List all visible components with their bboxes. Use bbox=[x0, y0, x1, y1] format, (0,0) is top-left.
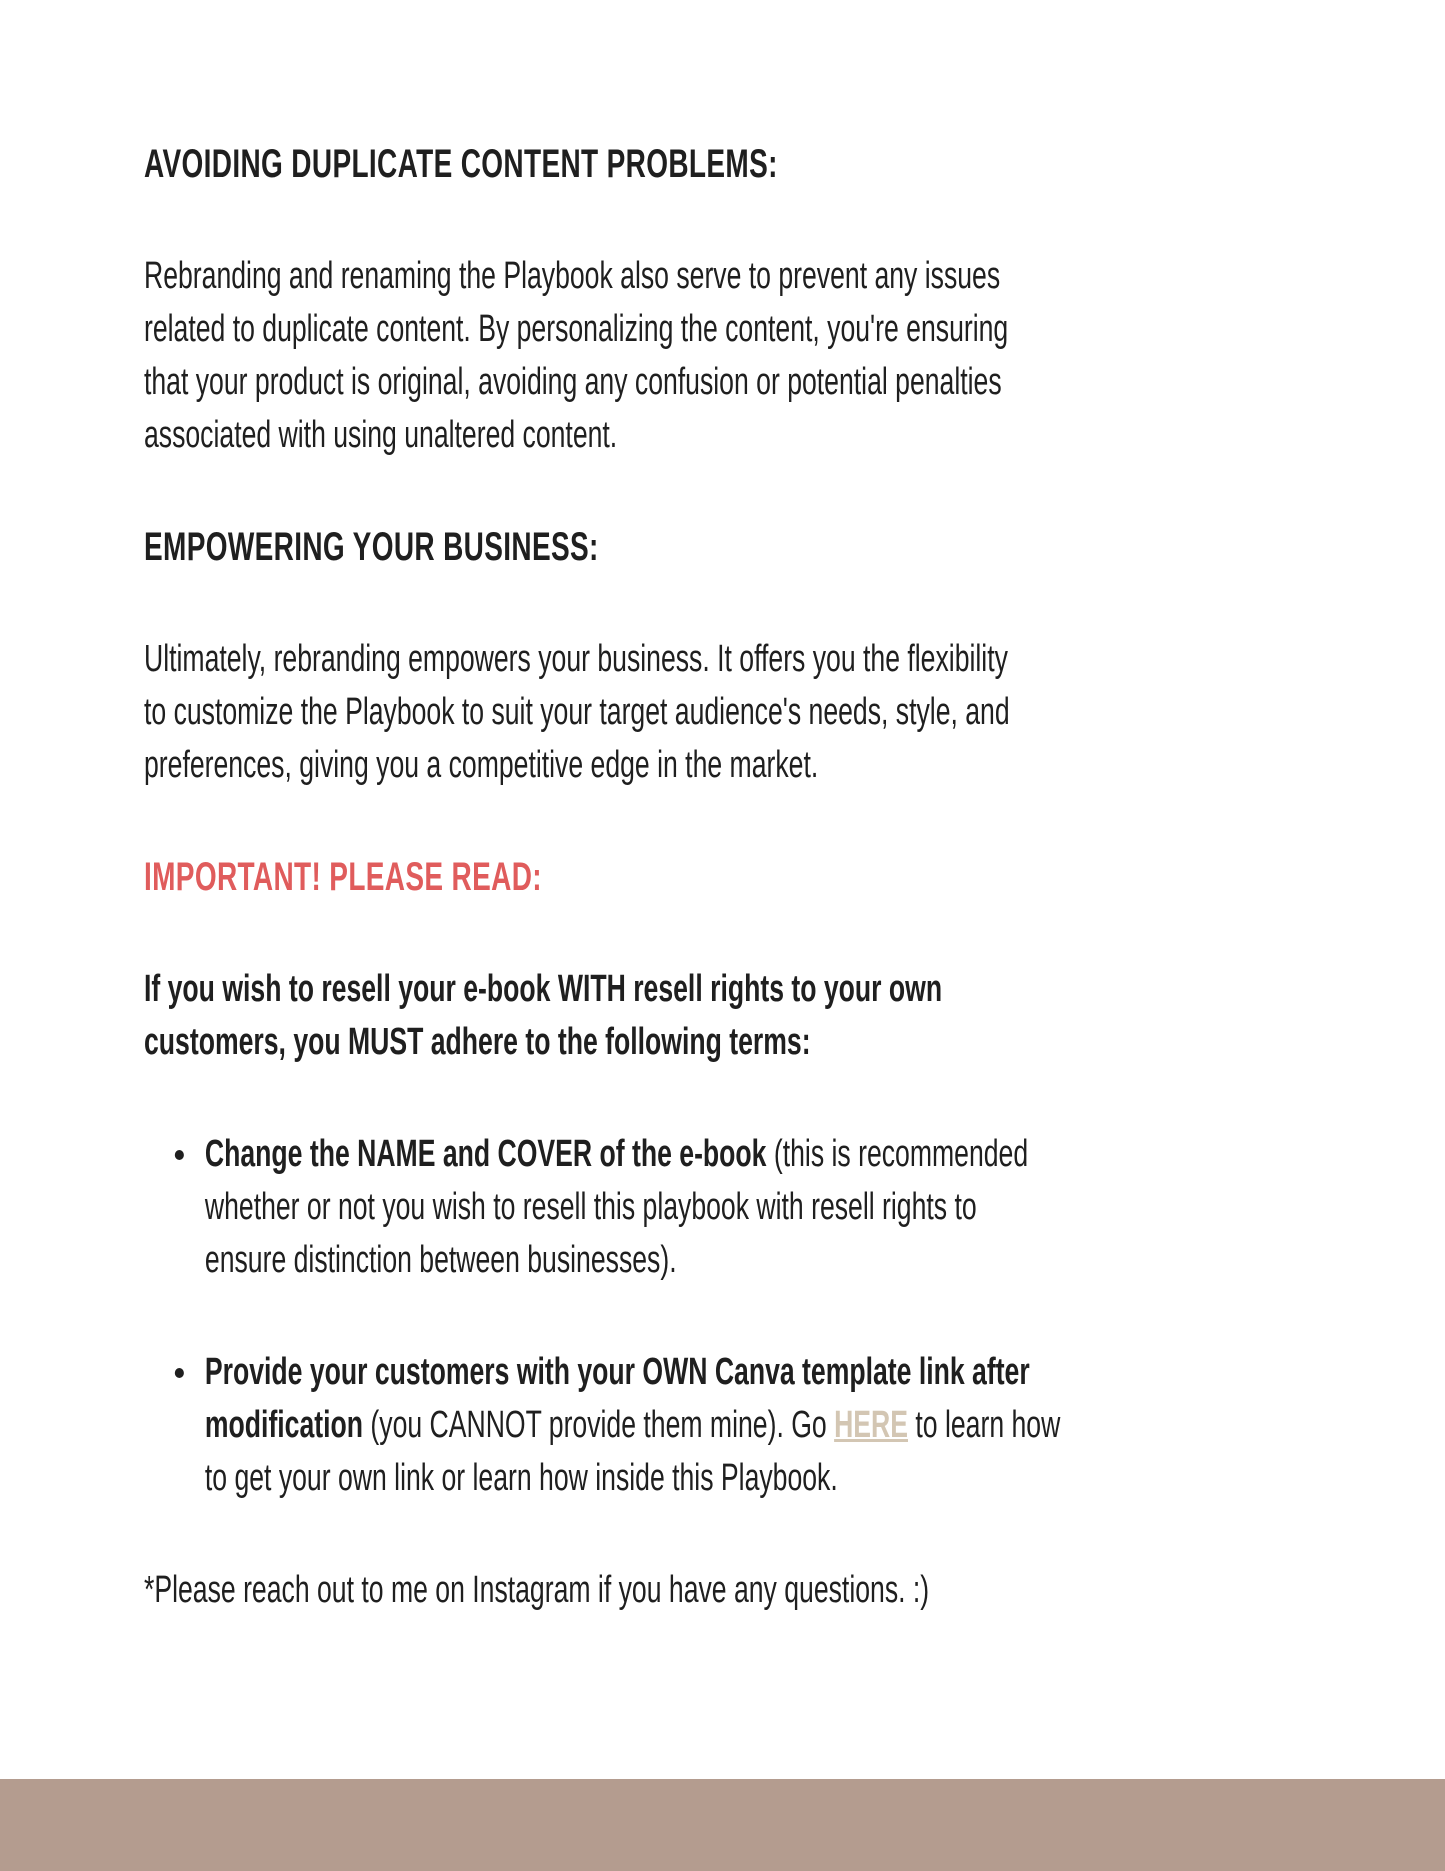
footnote-line: *Please reach out to me on Instagram if you have any questions. :) bbox=[144, 1569, 930, 1611]
paragraph-empowering-business bbox=[144, 633, 1376, 792]
paragraph-line: that your product is original, avoiding any confusion or potential penalties bbox=[144, 361, 1002, 403]
section-heading-avoiding-duplicate: AVOIDING DUPLICATE CONTENT PROBLEMS: bbox=[144, 142, 778, 186]
paragraph-line: Rebranding and renaming the Playbook also serve to prevent any issues bbox=[144, 255, 1001, 297]
document-content bbox=[144, 138, 1376, 1676]
list-item-text: to learn how bbox=[908, 1404, 1061, 1446]
paragraph-line: If you wish to resell your e-book WITH resell rights to your own bbox=[144, 968, 943, 1010]
bullet-icon bbox=[175, 1150, 184, 1160]
list-item-text: (you CANNOT provide them mine). Go bbox=[363, 1404, 835, 1446]
list-item-text: (this is recommended bbox=[766, 1133, 1029, 1175]
list-item-line: ensure distinction between businesses). bbox=[204, 1239, 677, 1281]
footnote bbox=[144, 1564, 1376, 1617]
paragraph-duplicate-content bbox=[144, 250, 1376, 462]
list-item-line bbox=[205, 1128, 1376, 1181]
list-item bbox=[144, 1346, 1376, 1505]
warning-heading: IMPORTANT! PLEASE READ: bbox=[144, 855, 542, 899]
section-heading-empowering-business: EMPOWERING YOUR BUSINESS: bbox=[144, 525, 599, 569]
list-item-line: to get your own link or learn how inside this Playbook. bbox=[204, 1457, 838, 1499]
here-link[interactable]: HERE bbox=[834, 1404, 909, 1446]
list-item-line bbox=[205, 1399, 1376, 1452]
footer-bar bbox=[0, 1779, 1445, 1871]
paragraph-line: to customize the Playbook to suit your target audience's needs, style, and bbox=[144, 691, 1010, 733]
list-item-line: Provide your customers with your OWN Canva template link after bbox=[204, 1351, 1030, 1393]
terms-list bbox=[144, 1128, 1376, 1505]
bullet-icon bbox=[175, 1368, 184, 1378]
paragraph-line: associated with using unaltered content. bbox=[144, 414, 618, 456]
paragraph-line: preferences, giving you a competitive edge in the market. bbox=[144, 744, 819, 786]
terms-intro bbox=[144, 963, 1376, 1069]
paragraph-line: customers, you MUST adhere to the following terms: bbox=[144, 1021, 811, 1063]
paragraph-line: related to duplicate content. By personalizing the content, you're ensuring bbox=[144, 308, 1009, 350]
list-item bbox=[144, 1128, 1376, 1287]
paragraph-line: Ultimately, rebranding empowers your business. It offers you the flexibility bbox=[144, 638, 1008, 680]
list-item-bold-text: modification bbox=[204, 1404, 364, 1446]
list-item-bold-text: Change the NAME and COVER of the e-book bbox=[204, 1133, 767, 1175]
list-item-line: whether or not you wish to resell this playbook with resell rights to bbox=[204, 1186, 977, 1228]
